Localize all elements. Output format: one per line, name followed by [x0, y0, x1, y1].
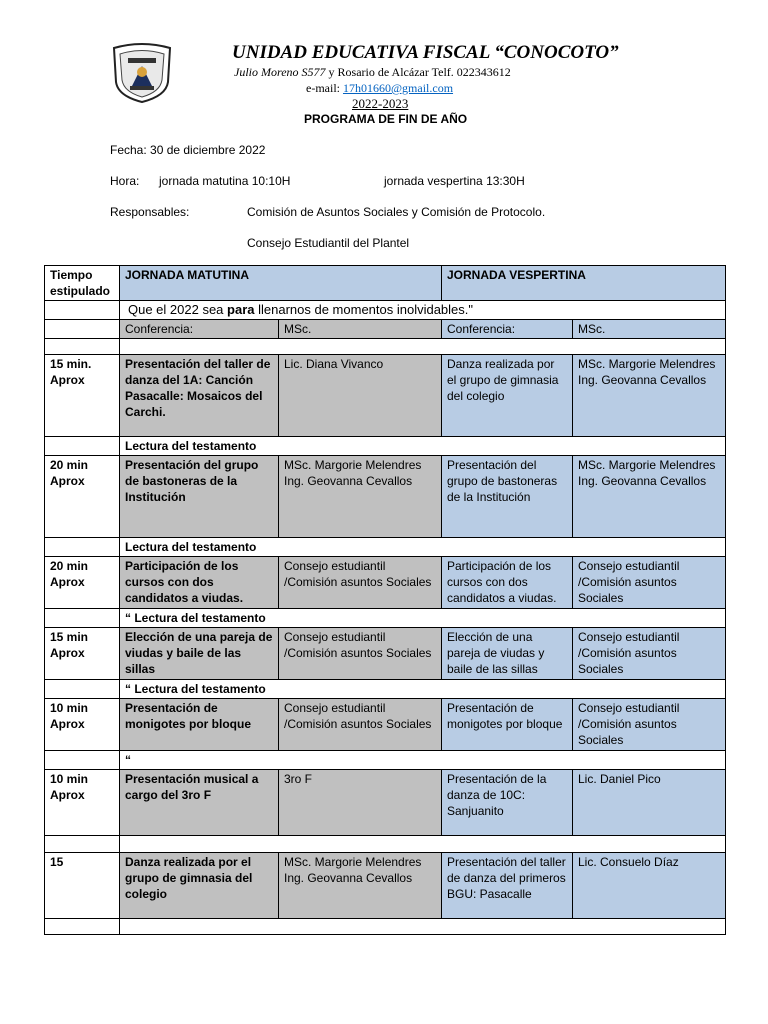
row-morning-responsible: Consejo estudiantil /Comisión asuntos Sociales — [279, 699, 442, 751]
subheader-msc-morning: MSc. — [279, 320, 442, 339]
row-time: 15 min Aprox — [45, 628, 120, 680]
school-name: UNIDAD EDUCATIVA FISCAL “CONOCOTO” — [232, 42, 619, 63]
address-street: Julio Moreno S577 — [234, 65, 326, 79]
row-afternoon-activity: Presentación del grupo de bastoneras de la Institución — [442, 456, 573, 538]
afternoon-time: jornada vespertina 13:30H — [384, 174, 525, 188]
row-time: 15 min. Aprox — [45, 355, 120, 437]
spacer-row — [45, 836, 726, 853]
header-time: Tiempo estipulado — [45, 266, 120, 301]
separator-text: “ — [120, 751, 726, 770]
table-row — [45, 557, 726, 609]
table-row — [45, 770, 726, 836]
row-morning-activity: Participación de los cursos con dos candidatos a viudas. — [120, 557, 279, 609]
spacer-row — [45, 339, 726, 355]
separator-text: “ Lectura del testamento — [120, 680, 726, 699]
row-morning-activity: Presentación de monigotes por bloque — [120, 699, 279, 751]
row-afternoon-activity: Presentación de monigotes por bloque — [442, 699, 573, 751]
header-afternoon: JORNADA VESPERTINA — [442, 266, 726, 301]
email-line — [306, 81, 453, 96]
spacer-row — [45, 919, 726, 935]
address-rest: y Rosario de Alcázar Telf. 022343612 — [328, 65, 511, 79]
morning-time: jornada matutina 10:10H — [159, 174, 291, 188]
separator-row — [45, 437, 726, 456]
row-morning-responsible: MSc. Margorie Melendres Ing. Geovanna Cevallos — [279, 853, 442, 919]
time-label: Hora: — [110, 174, 140, 188]
row-time: 10 min Aprox — [45, 770, 120, 836]
subheader-msc-afternoon: MSc. — [573, 320, 726, 339]
date-line: Fecha: 30 de diciembre 2022 — [110, 143, 266, 157]
row-afternoon-activity: Presentación de la danza de 10C: Sanjuanito — [442, 770, 573, 836]
row-afternoon-activity: Participación de los cursos con dos candidatos a viudas. — [442, 557, 573, 609]
row-afternoon-responsible: Lic. Daniel Pico — [573, 770, 726, 836]
separator-text: “ Lectura del testamento — [120, 609, 726, 628]
row-afternoon-responsible: Consejo estudiantil /Comisión asuntos Sociales — [573, 699, 726, 751]
schedule-table — [44, 265, 726, 935]
separator-text: Lectura del testamento — [120, 538, 726, 557]
responsible-1: Comisión de Asuntos Sociales y Comisión de Protocolo. — [247, 205, 546, 219]
row-afternoon-responsible: Lic. Consuelo Díaz — [573, 853, 726, 919]
separator-row — [45, 680, 726, 699]
row-morning-activity: Presentación del taller de danza del 1A: Canción Pasacalle: Mosaicos del Carchi. — [120, 355, 279, 437]
table-row — [45, 456, 726, 538]
subheader-conf-afternoon: Conferencia: — [442, 320, 573, 339]
row-time: 20 min Aprox — [45, 557, 120, 609]
table-row — [45, 699, 726, 751]
row-afternoon-activity: Presentación del taller de danza del primeros BGU: Pasacalle — [442, 853, 573, 919]
responsible-label: Responsables: — [110, 205, 190, 219]
email-label: e-mail: — [306, 81, 340, 95]
subheader-conf-morning: Conferencia: — [120, 320, 279, 339]
subheader-row — [45, 320, 726, 339]
row-morning-responsible: Consejo estudiantil /Comisión asuntos Sociales — [279, 628, 442, 680]
separator-row — [45, 609, 726, 628]
row-afternoon-responsible: MSc. Margorie Melendres Ing. Geovanna Cevallos — [573, 456, 726, 538]
row-morning-responsible: MSc. Margorie Melendres Ing. Geovanna Cevallos — [279, 456, 442, 538]
row-afternoon-responsible: Consejo estudiantil /Comisión asuntos Sociales — [573, 628, 726, 680]
table-row — [45, 853, 726, 919]
separator-row — [45, 751, 726, 770]
separator-text: Lectura del testamento — [120, 437, 726, 456]
table-row — [45, 628, 726, 680]
school-year: 2022-2023 — [352, 96, 409, 111]
responsible-2: Consejo Estudiantil del Plantel — [247, 236, 410, 250]
row-morning-responsible: Consejo estudiantil /Comisión asuntos Sociales — [279, 557, 442, 609]
row-afternoon-activity: Danza realizada por el grupo de gimnasia del colegio — [442, 355, 573, 437]
row-afternoon-responsible: MSc. Margorie Melendres Ing. Geovanna Cevallos — [573, 355, 726, 437]
row-time: 15 — [45, 853, 120, 919]
row-morning-activity: Presentación musical a cargo del 3ro F — [120, 770, 279, 836]
row-afternoon-responsible: Consejo estudiantil /Comisión asuntos Sociales — [573, 557, 726, 609]
separator-row — [45, 538, 726, 557]
table-header-row — [45, 266, 726, 301]
school-crest-logo — [110, 42, 174, 104]
note-row — [45, 301, 726, 320]
row-morning-activity: Elección de una pareja de viudas y baile de las sillas — [120, 628, 279, 680]
note-text: Que el 2022 sea para llenarnos de momentos inolvidables." — [120, 301, 726, 320]
row-morning-responsible: 3ro F — [279, 770, 442, 836]
row-morning-activity: Danza realizada por el grupo de gimnasia del colegio — [120, 853, 279, 919]
row-afternoon-activity: Elección de una pareja de viudas y baile de las sillas — [442, 628, 573, 680]
email-link[interactable]: 17h01660@gmail.com — [342, 81, 454, 95]
school-address — [234, 65, 511, 80]
row-morning-activity: Presentación del grupo de bastoneras de la Institución — [120, 456, 279, 538]
header-morning: JORNADA MATUTINA — [120, 266, 442, 301]
row-time: 10 min Aprox — [45, 699, 120, 751]
row-morning-responsible: Lic. Diana Vivanco — [279, 355, 442, 437]
program-title: PROGRAMA DE FIN DE AÑO — [304, 112, 468, 126]
table-row — [45, 355, 726, 437]
row-time: 20 min Aprox — [45, 456, 120, 538]
